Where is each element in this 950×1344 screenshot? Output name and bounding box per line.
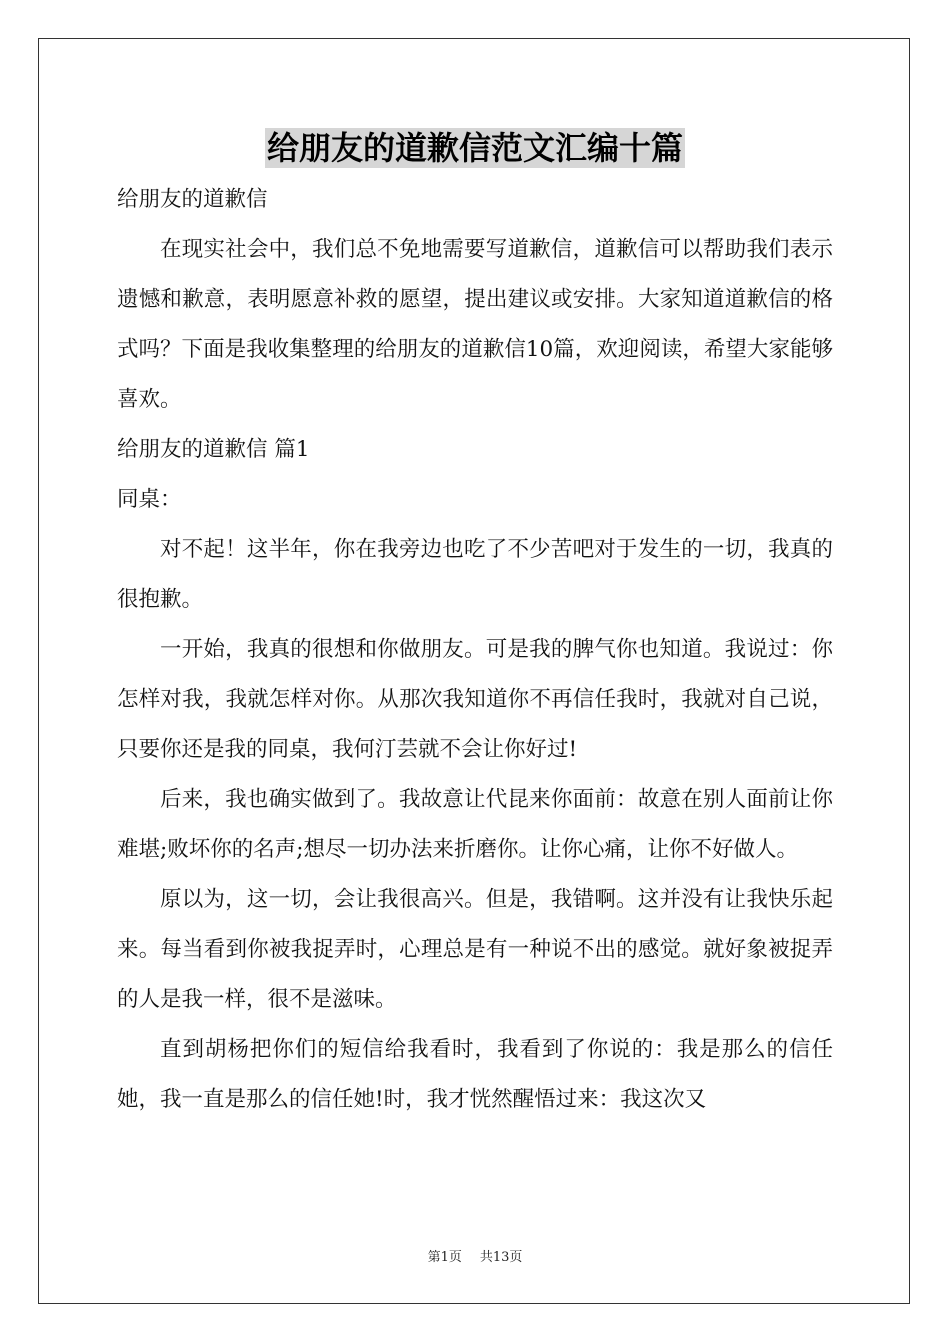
document-title: 给朋友的道歉信范文汇编十篇: [266, 129, 683, 167]
paragraph: 给朋友的道歉信: [117, 187, 268, 212]
page-footer: [0, 1246, 950, 1265]
paragraph: 一开始，我真的很想和你做朋友。可是我的脾气你也知道。我说过：你怎样对我，我就怎样对你。从那次我知道你不再信任我时，我就对自己说，只要你还是我的同桌，我何汀芸就不会让你好过!: [117, 637, 833, 762]
section-heading: 给朋友的道歉信 篇1: [117, 437, 310, 462]
page-number: 第1页: [427, 1250, 462, 1265]
paragraph: 在现实社会中，我们总不免地需要写道歉信，道歉信可以帮助我们表示遗憾和歉意，表明愿意补救的愿望，提出建议或安排。大家知道道歉信的格式吗？下面是我收集整理的给朋友的道歉信10篇，欢迎阅读，希望大家能够喜欢。: [117, 237, 833, 412]
paragraph: 直到胡杨把你们的短信给我看时，我看到了你说的：我是那么的信任她，我一直是那么的信任她!时，我才恍然醒悟过来：我这次又: [117, 1037, 833, 1112]
paragraph: 对不起！这半年，你在我旁边也吃了不少苦吧对于发生的一切，我真的很抱歉。: [117, 537, 833, 612]
paragraph: 后来，我也确实做到了。我故意让代昆来你面前：故意在别人面前让你难堪;败坏你的名声;想尽一切办法来折磨你。让你心痛，让你不好做人。: [117, 787, 833, 862]
page-total: 共13页: [479, 1250, 523, 1265]
paragraph: 原以为，这一切，会让我很高兴。但是，我错啊。这并没有让我快乐起来。每当看到你被我捉弄时，心理总是有一种说不出的感觉。就好象被捉弄的人是我一样，很不是滋味。: [117, 887, 833, 1012]
title-container: [0, 128, 950, 168]
document-body: [117, 175, 833, 1125]
salutation: 同桌：: [117, 487, 182, 512]
